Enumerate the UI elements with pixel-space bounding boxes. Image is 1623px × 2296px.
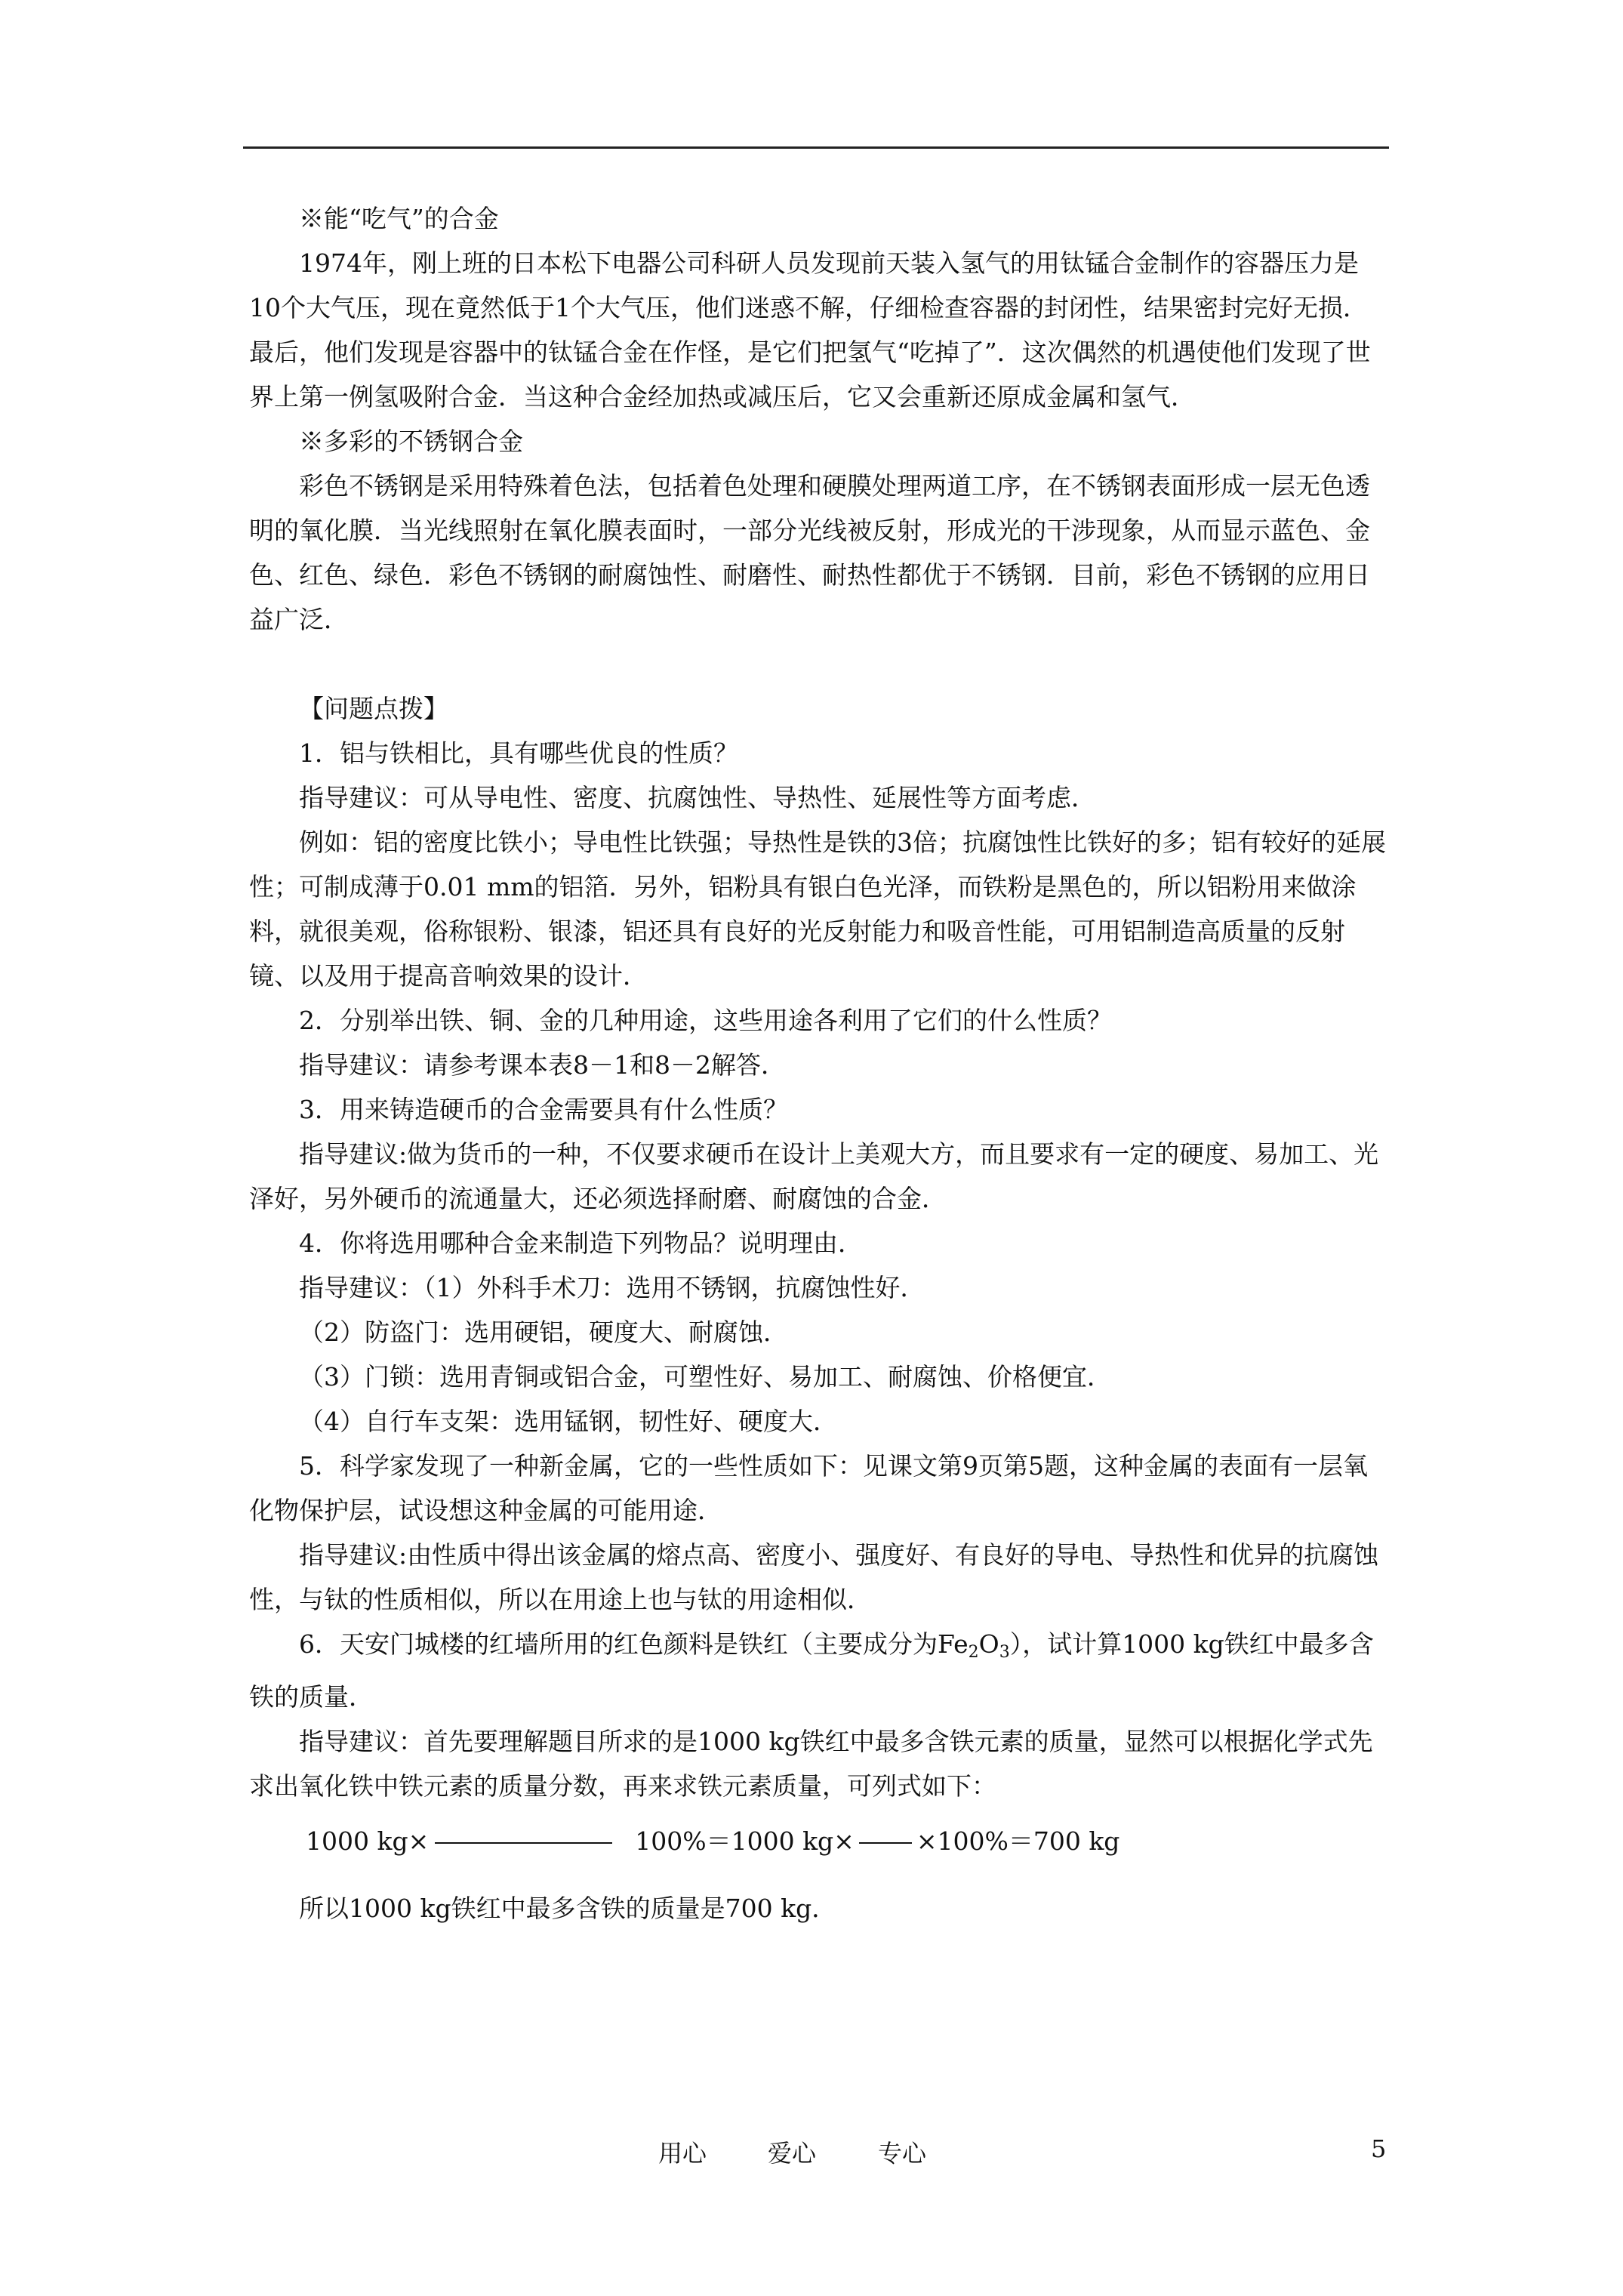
question-2-guide: 指导建议：请参考课本表8－1和8－2解答．	[299, 1050, 786, 1080]
question-4-item-4: （4）自行车支架：选用锰钢，韧性好、硬度大．	[299, 1407, 838, 1436]
section-heading-problems: 【问题点拨】	[299, 694, 448, 723]
page-footer	[0, 2134, 1623, 2172]
paragraph-alloy-gas: 1974年，刚上班的日本松下电器公司科研人员发现前天装入氢气的用钛锰合金制作的容器压力是10个大气压，现在竟然低于1个大气压，他们迷惑不解，仔细检查容器的封闭性，结果密封完好无损．最后，他们发现是容器中的钛锰合金在作怪，是它们把氢气“吃掉了”．这次偶然的机遇使他们发现了世界上第一例氢吸附合金．当这种合金经加热或减压后，它又会重新还原成金属和氢气．	[249, 248, 1371, 411]
page-content	[249, 196, 1389, 1931]
question-1-example: 例如：铝的密度比铁小；导电性比铁强；导热性是铁的3倍；抗腐蚀性比铁好的多；铝有较好的延展性；可制成薄于0.01 mm的铝箔．另外，铝粉具有银白色光泽，而铁粉是黑色的，所以铝粉用来做涂料，就很美观，俗称银粉、银漆，铝还具有良好的光反射能力和吸音性能，可用铝制造高质量的反射镜、以及用于提高音响效果的设计．	[249, 827, 1386, 991]
question-6-text-pre: 6．天安门城楼的红墙所用的红色颜料是铁红（主要成分为Fe	[299, 1629, 969, 1659]
calculation-formula	[249, 1819, 1389, 1863]
question-1: 1．铝与铁相比，具有哪些优良的性质？	[299, 738, 738, 768]
question-6-subscript-2: 3	[999, 1643, 1010, 1662]
question-3-guide: 指导建议:做为货币的一种，不仅要求硬币在设计上美观大方，而且要求有一定的硬度、易加工、光泽好，另外硬币的流通量大，还必须选择耐磨、耐腐蚀的合金．	[249, 1139, 1379, 1213]
question-4-guide: 指导建议：（1）外科手术刀：选用不锈钢，抗腐蚀性好．	[299, 1273, 925, 1302]
footer-word-2: 爱心	[768, 2139, 817, 2168]
question-5-guide: 指导建议:由性质中得出该金属的熔点高、密度小、强度好、有良好的导电、导热性和优异的抗腐蚀性，与钛的性质相似，所以在用途上也与钛的用途相似．	[249, 1540, 1379, 1614]
footer-word-1: 用心	[658, 2139, 707, 2168]
formula-middle: 100%＝1000 kg×	[635, 1826, 855, 1856]
section-heading-alloy-gas: ※能“吃气”的合金	[299, 204, 499, 233]
question-5: 5．科学家发现了一种新金属，它的一些性质如下：见课文第9页第5题，这种金属的表面有一层氧化物保护层，试设想这种金属的可能用途．	[249, 1451, 1368, 1525]
question-6-subscript-1: 2	[968, 1643, 979, 1662]
question-2: 2．分别举出铁、铜、金的几种用途，这些用途各利用了它们的什么性质？	[299, 1006, 1112, 1035]
formula-fraction-line-short	[859, 1842, 912, 1844]
spacer	[249, 642, 1389, 686]
formula-left: 1000 kg×	[306, 1826, 430, 1856]
calculation-conclusion: 所以1000 kg铁红中最多含铁的质量是700 kg．	[299, 1894, 837, 1923]
question-6-guide: 指导建议：首先要理解题目所求的是1000 kg铁红中最多含铁元素的质量，显然可以根据化学式先求出氧化铁中铁元素的质量分数，再来求铁元素质量，可列式如下：	[249, 1727, 1373, 1801]
footer-word-3: 专心	[878, 2139, 927, 2168]
formula-fraction-line-long	[435, 1842, 612, 1844]
question-3: 3．用来铸造硬币的合金需要具有什么性质？	[299, 1095, 788, 1124]
section-heading-stainless: ※多彩的不锈钢合金	[299, 427, 523, 456]
header-rule	[243, 146, 1389, 149]
question-6-text-post: ），试计算1000 kg铁红中最多含铁的质量．	[249, 1629, 1374, 1712]
question-4: 4．你将选用哪种合金来制造下列物品？说明理由．	[299, 1228, 863, 1258]
question-6-text-mid: O	[978, 1629, 999, 1659]
question-6	[249, 1622, 1389, 1719]
question-1-guide: 指导建议：可从导电性、密度、抗腐蚀性、导热性、延展性等方面考虑．	[299, 783, 1096, 812]
paragraph-stainless: 彩色不锈钢是采用特殊着色法，包括着色处理和硬膜处理两道工序，在不锈钢表面形成一层无色透明的氧化膜．当光线照射在氧化膜表面时，一部分光线被反射，形成光的干涉现象，从而显示蓝色、金色、红色、绿色．彩色不锈钢的耐腐蚀性、耐磨性、耐热性都优于不锈钢．目前，彩色不锈钢的应用日益广泛．	[249, 471, 1370, 634]
question-4-item-2: （2）防盗门：选用硬铝，硬度大、耐腐蚀．	[299, 1318, 788, 1347]
page-number: 5	[1371, 2134, 1387, 2163]
question-4-item-3: （3）门锁：选用青铜或铝合金，可塑性好、易加工、耐腐蚀、价格便宜．	[299, 1362, 1112, 1391]
formula-right: ×100%＝700 kg	[916, 1826, 1120, 1856]
